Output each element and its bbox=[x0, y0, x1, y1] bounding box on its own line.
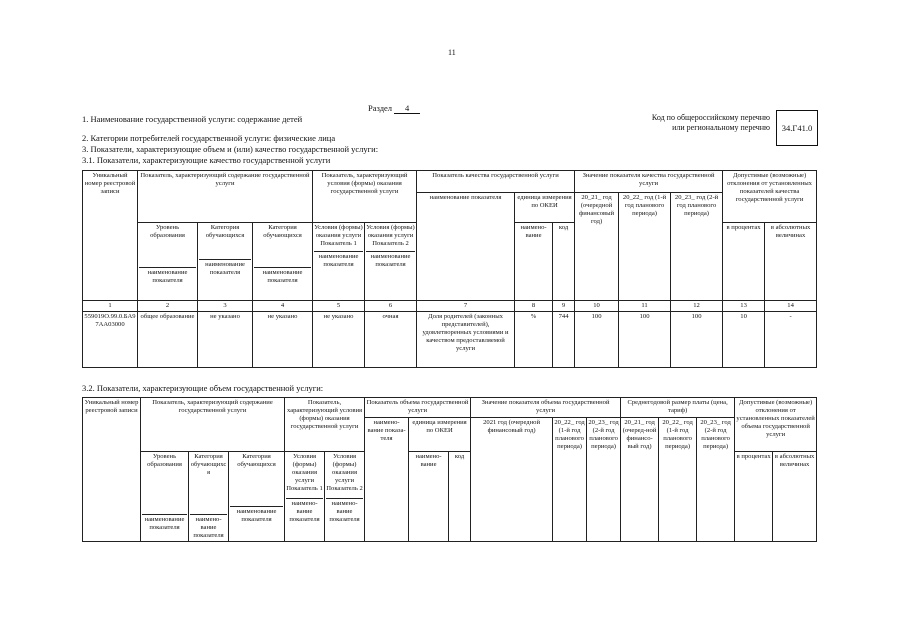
q-h-unit-code: код bbox=[553, 223, 575, 301]
q-h-c3: Категория обучающихся наименование показателя bbox=[253, 223, 313, 301]
v-h-deviation: Допустимые (возможные) отклонения от установленных показателей объема государственной услуги bbox=[735, 398, 817, 452]
q-h-quality: Показатель качества государственной услуги bbox=[417, 171, 575, 193]
quality-section-title: 3.1. Показатели, характеризующие качество государственной услуги bbox=[82, 155, 331, 165]
v-h-y1: 2021 год (очередной финансовый год) bbox=[471, 418, 553, 542]
quality-table bbox=[82, 170, 817, 368]
q-h-abs: в абсолютных величинах bbox=[765, 223, 817, 301]
q-colnum: 7 bbox=[417, 301, 515, 312]
q-h-c5: Условия (формы) оказания услуги Показатель 2 наименование показателя bbox=[365, 223, 417, 301]
q-h-y3: 20_23_ год (2-й год планового периода) bbox=[671, 193, 723, 301]
q-colnum: 1 bbox=[83, 301, 138, 312]
q-cell-cat2: не указано bbox=[253, 312, 313, 368]
v-h-p2: 20_22_ год (1-й год планового периода) bbox=[659, 418, 697, 542]
v-h-p3: 20_23_ год (2-й год планового периода) bbox=[697, 418, 735, 542]
v-h-c2: Категория обучающихся наимено-вание показателя bbox=[189, 452, 229, 542]
q-colnum: 13 bbox=[723, 301, 765, 312]
q-colnum: 9 bbox=[553, 301, 575, 312]
v-h-unit: единица измерения по ОКЕИ bbox=[409, 418, 471, 452]
q-cell-cat1: не указано bbox=[198, 312, 253, 368]
v-h-y2: 20_22_ год (1-й год планового периода) bbox=[553, 418, 587, 542]
q-h-c4: Условия (формы) оказания услуги Показатель 1 наименование показателя bbox=[313, 223, 365, 301]
code-label: Код по общероссийскому перечню или региональному перечню bbox=[651, 113, 770, 132]
table-row bbox=[83, 312, 817, 368]
section-heading bbox=[368, 103, 420, 114]
v-h-content: Показатель, характеризующий содержание государственной услуги bbox=[141, 398, 285, 452]
service-name: 1. Наименование государственной услуги: содержание детей bbox=[82, 114, 303, 124]
volume-table bbox=[82, 397, 817, 542]
q-cell-y1: 100 bbox=[575, 312, 619, 368]
q-cell-y3: 100 bbox=[671, 312, 723, 368]
q-h-unit-name: наимено-вание bbox=[515, 223, 553, 301]
q-colnum: 3 bbox=[198, 301, 253, 312]
q-colnum: 2 bbox=[138, 301, 198, 312]
q-h-unique: Уникальный номер реестровой записи bbox=[83, 171, 138, 301]
q-cell-pct: 10 bbox=[723, 312, 765, 368]
v-h-conditions: Показатель, характеризующий условия (формы) оказания государственной услуги bbox=[285, 398, 365, 452]
q-colnum: 6 bbox=[365, 301, 417, 312]
q-cell-registry: 559019О.99.0.БА97АА03000 bbox=[83, 312, 138, 368]
v-h-unique: Уникальный номер реестровой записи bbox=[83, 398, 141, 542]
v-h-name: наимено-вание показа-теля bbox=[365, 418, 409, 542]
q-h-conditions: Показатель, характеризующий условия (формы) оказания государственной услуги bbox=[313, 171, 417, 223]
v-h-pct: в процентах bbox=[735, 452, 773, 542]
q-cell-y2: 100 bbox=[619, 312, 671, 368]
q-colnum: 11 bbox=[619, 301, 671, 312]
q-cell-code: 744 bbox=[553, 312, 575, 368]
q-colnum: 4 bbox=[253, 301, 313, 312]
q-cell-abs: - bbox=[765, 312, 817, 368]
q-cell-level: общее образование bbox=[138, 312, 198, 368]
v-h-y3: 20_23_ год (2-й год планового периода) bbox=[587, 418, 621, 542]
v-h-c1: Уровень образования наименование показателя bbox=[141, 452, 189, 542]
q-h-unit: единица измерения по ОКЕИ bbox=[515, 193, 575, 223]
q-cell-cond1: не указано bbox=[313, 312, 365, 368]
v-h-unit-code: код bbox=[449, 452, 471, 542]
v-h-volume: Показатель объема государственной услуги bbox=[365, 398, 471, 418]
q-h-value: Значение показателя качества государственной услуги bbox=[575, 171, 723, 193]
section-label: Раздел bbox=[368, 103, 393, 113]
v-h-c3: Категория обучающихся наименование показателя bbox=[229, 452, 285, 542]
v-h-abs: в абсолютных величинах bbox=[773, 452, 817, 542]
page-number: 11 bbox=[448, 48, 456, 57]
v-h-unit-name: наимено-вание bbox=[409, 452, 449, 542]
v-h-c5: Условия (формы) оказания услуги Показатель 2 наимено-вание показателя bbox=[325, 452, 365, 542]
q-cell-cond2: очная bbox=[365, 312, 417, 368]
indicators-heading: 3. Показатели, характеризующие объем и (или) качество государственной услуги: bbox=[82, 144, 379, 154]
q-h-content: Показатель, характеризующий содержание государственной услуги bbox=[138, 171, 313, 223]
q-h-name: наименование показателя bbox=[417, 193, 515, 301]
q-h-pct: в процентах bbox=[723, 223, 765, 301]
v-h-c4: Условия (формы) оказания услуги Показатель 1 наимено-вание показателя bbox=[285, 452, 325, 542]
q-cell-indicator: Доля родителей (законных представителей), удовлетворенных условиями и качеством предоставляемой услуги bbox=[417, 312, 515, 368]
consumer-categories: 2. Категории потребителей государственной услуги: физические лица bbox=[82, 133, 336, 143]
q-h-c2: Категория обучающихся наименование показателя bbox=[198, 223, 253, 301]
q-colnum: 12 bbox=[671, 301, 723, 312]
section-number: 4 bbox=[394, 103, 420, 114]
q-h-y1: 20_21_ год (очередной финансовый год) bbox=[575, 193, 619, 301]
q-colnum: 5 bbox=[313, 301, 365, 312]
q-h-y2: 20_22_ год (1-й год планового периода) bbox=[619, 193, 671, 301]
q-colnum: 8 bbox=[515, 301, 553, 312]
q-colnum: 10 bbox=[575, 301, 619, 312]
v-h-p1: 20_21_ год (очеред-ной финансо-вый год) bbox=[621, 418, 659, 542]
q-h-c1: Уровень образования наименование показателя bbox=[138, 223, 198, 301]
v-h-value: Значение показателя объема государственной услуги bbox=[471, 398, 621, 418]
volume-section-title: 3.2. Показатели, характеризующие объем государственной услуги: bbox=[82, 383, 324, 393]
q-colnum: 14 bbox=[765, 301, 817, 312]
q-cell-unit: % bbox=[515, 312, 553, 368]
q-h-deviation: Допустимые (возможные) отклонения от установленных показателей качества государственной услуги bbox=[723, 171, 817, 223]
code-value-box: 34.Г41.0 bbox=[776, 110, 818, 146]
v-h-price: Среднегодовой размер платы (цена, тариф) bbox=[621, 398, 735, 418]
